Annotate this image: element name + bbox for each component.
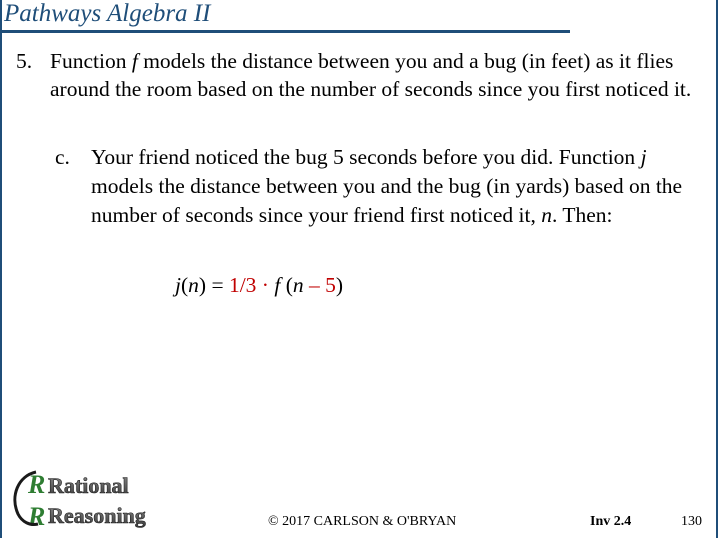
- part-letter: c.: [55, 145, 70, 169]
- problem-text-part: models the distance between you and a bug (in feet) as it flies around the room based on the number of seconds since you first noticed it.: [50, 49, 692, 101]
- eq-paren: (: [180, 273, 189, 297]
- eq-j: j: [175, 273, 181, 297]
- eq-coefficient: 1/3 ·: [228, 273, 275, 297]
- part-text-segment: Your friend noticed the bug 5 seconds before you did. Function: [91, 145, 641, 169]
- part-text-segment: . Then:: [551, 203, 613, 227]
- logo-r-glyph: R: [28, 470, 46, 499]
- equation: [175, 273, 343, 298]
- eq-n: n: [292, 273, 304, 297]
- footer-copyright: © 2017 CARLSON & O'BRYAN: [268, 514, 457, 529]
- eq-f: f: [274, 273, 281, 297]
- function-j-symbol: j: [640, 145, 647, 169]
- eq-paren: ): [335, 273, 344, 297]
- page-title: Pathways Algebra II: [4, 0, 211, 27]
- problem-text: [50, 47, 710, 103]
- eq-paren: (: [280, 273, 293, 297]
- function-f-symbol: f: [131, 49, 138, 73]
- logo-r-glyph: R: [28, 502, 46, 530]
- problem-text-part: Function: [50, 49, 132, 73]
- eq-shift: – 5: [303, 273, 336, 297]
- part-text: [91, 143, 691, 230]
- header-divider: [0, 30, 570, 33]
- eq-equals: ) =: [198, 273, 229, 297]
- logo-line2: Reasoning: [48, 503, 146, 528]
- problem-number: 5.: [16, 49, 33, 73]
- logo-line1: Rational: [48, 473, 129, 498]
- part-text-segment: models the distance between you and the bug (in yards) based on the number of seconds since your friend first noticed it,: [91, 174, 683, 227]
- footer-page-number: 130: [681, 514, 702, 529]
- eq-n: n: [188, 273, 199, 297]
- rational-reasoning-logo: [8, 466, 178, 530]
- variable-n-symbol: n: [541, 203, 552, 227]
- footer-investigation: Inv 2.4: [590, 514, 632, 529]
